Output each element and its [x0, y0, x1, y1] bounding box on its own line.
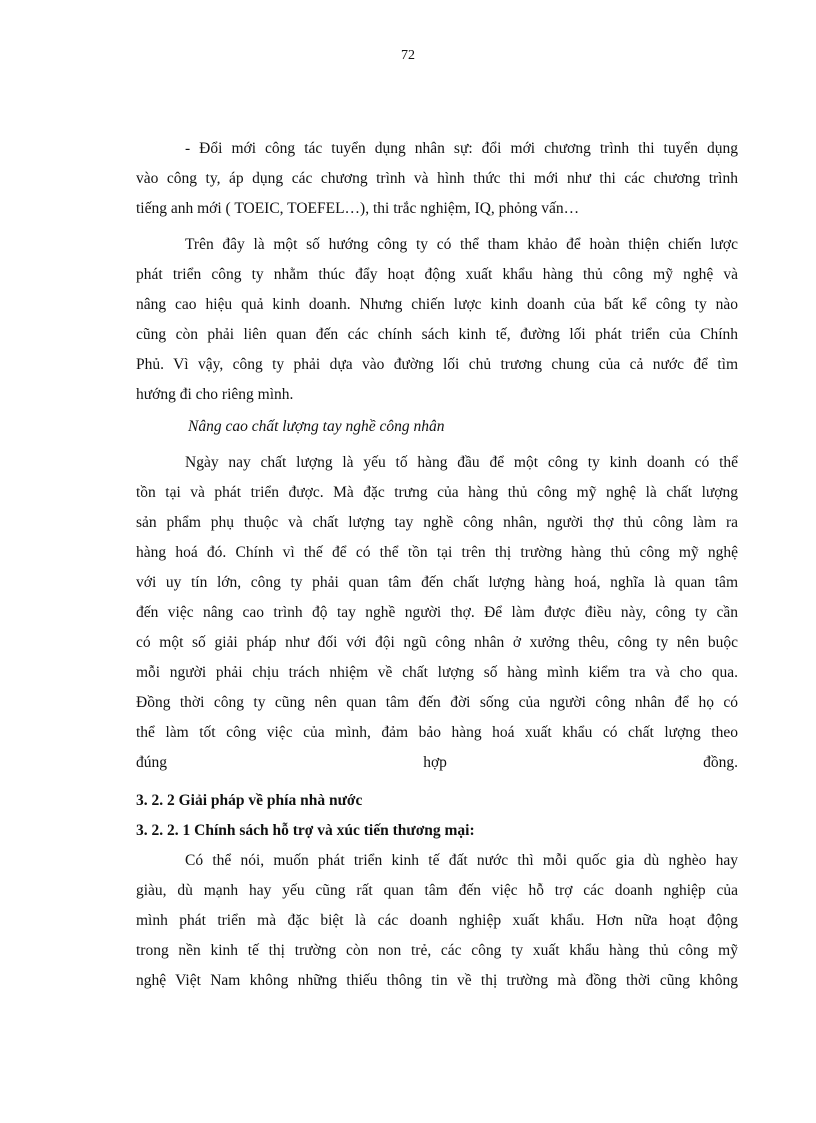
text-line: trong nền kinh tế thị trường còn non trẻ, các công ty xuất khẩu hàng thủ công mỹ	[136, 942, 738, 959]
subsection-heading: 3. 2. 2. 1 Chính sách hỗ trợ và xúc tiến thương mại:	[136, 822, 475, 839]
text-line: nghệ Việt Nam không những thiếu thông tin về thị trường mà đồng thời cũng không	[136, 972, 738, 989]
text-line: - Đổi mới công tác tuyển dụng nhân sự: đổi mới chương trình thi tuyển dụng	[185, 140, 738, 157]
page-number: 72	[401, 48, 415, 63]
text-line: có một số giải pháp như đối với đội ngũ công nhân ở xưởng thêu, công ty nên buộc	[136, 634, 738, 651]
text-line: Phủ. Vì vậy, công ty phải dựa vào đường lối chủ trương chung của cả nước để tìm	[136, 356, 738, 373]
text-line: hàng hoá đó. Chính vì thế để có thể tồn tại trên thị trường hàng thủ công mỹ nghệ	[136, 544, 738, 561]
text-line: đúng hợp đồng.	[136, 754, 738, 771]
section-heading: 3. 2. 2 Giải pháp về phía nhà nước	[136, 792, 363, 809]
text-line: nâng cao hiệu quả kinh doanh. Nhưng chiến lược kinh doanh của bất kể công ty nào	[136, 296, 738, 313]
text-line: cũng còn phải liên quan đến các chính sách kinh tế, đường lối phát triển của Chính	[136, 326, 738, 343]
text-line: vào công ty, áp dụng các chương trình và hình thức thi mới như thi các chương trình	[136, 170, 738, 187]
text-line: giàu, dù mạnh hay yếu cũng rất quan tâm đến việc hỗ trợ các doanh nghiệp của	[136, 882, 738, 899]
text-line: Trên đây là một số hướng công ty có thể tham khảo để hoàn thiện chiến lược	[185, 236, 738, 253]
text-line: tồn tại và phát triển được. Mà đặc trưng của hàng thủ công mỹ nghệ là chất lượng	[136, 484, 738, 501]
subheading: Nâng cao chất lượng tay nghề công nhân	[188, 418, 445, 435]
text-line: mỗi người phải chịu trách nhiệm về chất lượng số hàng mình kiểm tra và cho qua.	[136, 664, 738, 681]
text-line: với uy tín lớn, công ty phải quan tâm đến chất lượng hàng hoá, nghĩa là quan tâm	[136, 574, 738, 591]
text-line: Có thể nói, muốn phát triển kinh tế đất nước thì mỗi quốc gia dù nghèo hay	[185, 852, 738, 869]
text-line: mình phát triển mà đặc biệt là các doanh nghiệp xuất khẩu. Hơn nữa hoạt động	[136, 912, 738, 929]
text-line: hướng đi cho riêng mình.	[136, 386, 294, 403]
text-line: thể làm tốt công việc của mình, đảm bảo hàng hoá xuất khẩu có chất lượng theo	[136, 724, 738, 741]
text-line: sản phẩm phụ thuộc và chất lượng tay nghề công nhân, người thợ thủ công làm ra	[136, 514, 738, 531]
text-line: Ngày nay chất lượng là yếu tố hàng đầu để một công ty kinh doanh có thể	[185, 454, 738, 471]
text-line: tiếng anh mới ( TOEIC, TOEFEL…), thi trắc nghiệm, IQ, phỏng vấn…	[136, 200, 580, 217]
text-line: phát triển công ty nhằm thúc đẩy hoạt động xuất khẩu hàng thủ công mỹ nghệ và	[136, 266, 738, 283]
text-line: đến việc nâng cao trình độ tay nghề người thợ. Để làm được điều này, công ty cần	[136, 604, 738, 621]
text-line: Đồng thời công ty cũng nên quan tâm đến đời sống của người công nhân để họ có	[136, 694, 738, 711]
